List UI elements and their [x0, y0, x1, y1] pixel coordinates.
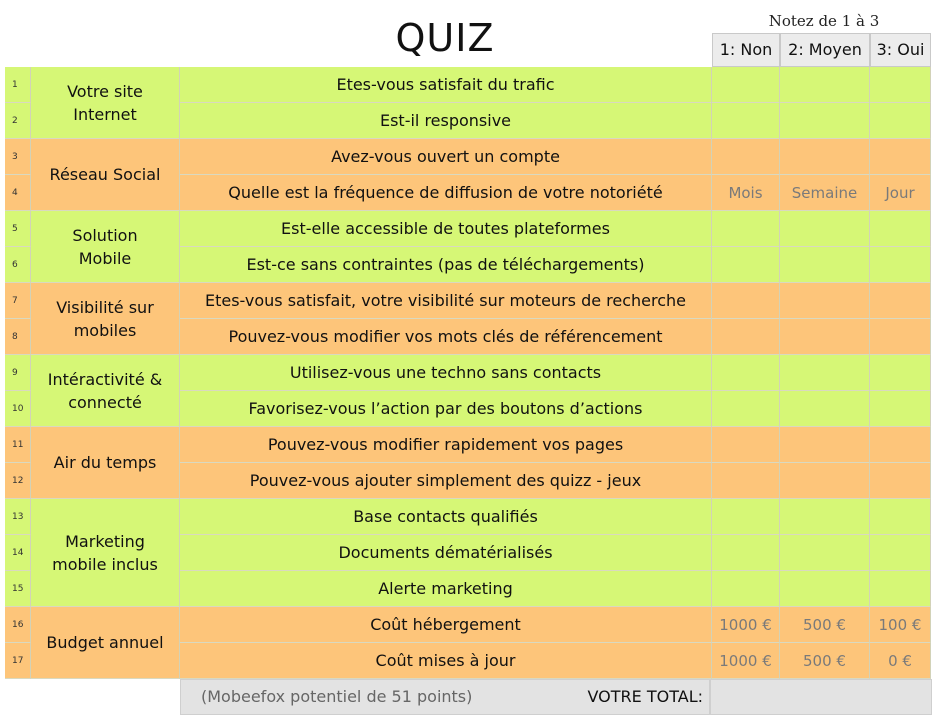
question-text: Alerte marketing [180, 571, 712, 607]
total-score-field[interactable] [710, 679, 932, 715]
category-label [31, 139, 180, 211]
answer-cell-moyen[interactable] [780, 211, 870, 247]
answer-cell-oui[interactable] [870, 283, 931, 319]
question-text: Pouvez-vous ajouter simplement des quizz - jeux [180, 463, 712, 499]
answer-cell-moyen[interactable] [780, 283, 870, 319]
category-label [31, 67, 180, 139]
category-label-text: Réseau Social [49, 165, 161, 184]
answer-cell-moyen[interactable]: 500 € [780, 643, 870, 679]
category-label-text: Budget annuel [46, 633, 164, 652]
question-text: Coût mises à jour [180, 643, 712, 679]
row-number: 14 [5, 535, 31, 571]
answer-cell-non[interactable] [712, 139, 780, 175]
row-number: 10 [5, 391, 31, 427]
question-text: Quelle est la fréquence de diffusion de votre notoriété [180, 175, 712, 211]
question-text: Etes-vous satisfait, votre visibilité sur moteurs de recherche [180, 283, 712, 319]
answer-cell-non[interactable] [712, 499, 780, 535]
question-text: Documents dématérialisés [180, 535, 712, 571]
question-text: Est-elle accessible de toutes plateformes [180, 211, 712, 247]
row-number: 5 [5, 211, 31, 247]
answer-cell-moyen[interactable] [780, 535, 870, 571]
row-number: 13 [5, 499, 31, 535]
row-number: 16 [5, 607, 31, 643]
question-text: Avez-vous ouvert un compte [180, 139, 712, 175]
row-number: 15 [5, 571, 31, 607]
answer-cell-oui[interactable] [870, 319, 931, 355]
answer-cell-oui[interactable] [870, 247, 931, 283]
question-text: Utilisez-vous une techno sans contacts [180, 355, 712, 391]
answer-cell-oui[interactable] [870, 211, 931, 247]
question-text: Pouvez-vous modifier rapidement vos pages [180, 427, 712, 463]
answer-cell-moyen[interactable] [780, 103, 870, 139]
question-text: Coût hébergement [180, 607, 712, 643]
row-number: 12 [5, 463, 31, 499]
answer-cell-oui[interactable]: 100 € [870, 607, 931, 643]
row-number: 17 [5, 643, 31, 679]
row-number: 2 [5, 103, 31, 139]
answer-cell-oui[interactable] [870, 355, 931, 391]
answer-cell-moyen[interactable] [780, 67, 870, 103]
question-text: Pouvez-vous modifier vos mots clés de référencement [180, 319, 712, 355]
category-label-text: Visibilité sur mobiles [56, 297, 154, 340]
category-label [31, 607, 180, 679]
category-label [31, 211, 180, 283]
question-text: Est-il responsive [180, 103, 712, 139]
answer-cell-non[interactable] [712, 463, 780, 499]
row-number: 4 [5, 175, 31, 211]
answer-cell-moyen[interactable]: Semaine [780, 175, 870, 211]
category-label [31, 499, 180, 607]
answer-cell-moyen[interactable] [780, 139, 870, 175]
answer-cell-non[interactable]: 1000 € [712, 607, 780, 643]
answer-cell-moyen[interactable]: 500 € [780, 607, 870, 643]
category-label [31, 427, 180, 499]
row-number: 7 [5, 283, 31, 319]
row-number: 1 [5, 67, 31, 103]
category-label-text: Solution Mobile [72, 225, 138, 268]
answer-cell-moyen[interactable] [780, 427, 870, 463]
answer-cell-oui[interactable]: Jour [870, 175, 931, 211]
answer-cell-moyen[interactable] [780, 463, 870, 499]
row-number: 6 [5, 247, 31, 283]
question-text: Base contacts qualifiés [180, 499, 712, 535]
total-label: VOTRE TOTAL: [587, 687, 703, 706]
header-non: 1: Non [712, 33, 780, 67]
answer-cell-non[interactable] [712, 103, 780, 139]
answer-cell-oui[interactable] [870, 391, 931, 427]
answer-cell-oui[interactable] [870, 463, 931, 499]
question-text: Favorisez-vous l’action par des boutons d’actions [180, 391, 712, 427]
row-number: 8 [5, 319, 31, 355]
row-number: 9 [5, 355, 31, 391]
answer-cell-non[interactable]: Mois [712, 175, 780, 211]
answer-cell-moyen[interactable] [780, 319, 870, 355]
answer-cell-non[interactable] [712, 319, 780, 355]
answer-cell-non[interactable] [712, 247, 780, 283]
quiz-table [5, 67, 931, 679]
answer-cell-oui[interactable] [870, 499, 931, 535]
answer-cell-non[interactable] [712, 427, 780, 463]
header-moyen: 2: Moyen [780, 33, 870, 67]
header-oui: 3: Oui [870, 33, 931, 67]
answer-cell-oui[interactable] [870, 535, 931, 571]
potential-points-note: (Mobeefox potentiel de 51 points) [201, 687, 473, 706]
footer-spacer [5, 679, 180, 715]
quiz-title: QUIZ [395, 16, 495, 60]
answer-cell-oui[interactable] [870, 103, 931, 139]
row-number: 3 [5, 139, 31, 175]
answer-cell-non[interactable] [712, 355, 780, 391]
answer-cell-non[interactable] [712, 283, 780, 319]
category-label [31, 283, 180, 355]
category-label-text: Marketing mobile inclus [52, 531, 158, 574]
answer-cell-oui[interactable] [870, 139, 931, 175]
answer-cell-moyen[interactable] [780, 499, 870, 535]
footer-label-cell [180, 679, 710, 715]
answer-cell-non[interactable] [712, 571, 780, 607]
answer-cell-moyen[interactable] [780, 247, 870, 283]
answer-cell-non[interactable] [712, 535, 780, 571]
category-label [31, 355, 180, 427]
question-text: Est-ce sans contraintes (pas de téléchargements) [180, 247, 712, 283]
category-label-text: Votre site Internet [67, 81, 143, 124]
answer-cell-moyen[interactable] [780, 391, 870, 427]
answer-cell-moyen[interactable] [780, 571, 870, 607]
rating-instruction: Notez de 1 à 3 [768, 12, 880, 30]
row-number: 11 [5, 427, 31, 463]
answer-cell-oui[interactable] [870, 571, 931, 607]
answer-cell-non[interactable] [712, 391, 780, 427]
answer-cell-non[interactable]: 1000 € [712, 643, 780, 679]
category-label-text: Intéractivité & connecté [47, 369, 163, 412]
question-text: Etes-vous satisfait du trafic [180, 67, 712, 103]
answer-cell-oui[interactable] [870, 67, 931, 103]
answer-cell-oui[interactable] [870, 427, 931, 463]
category-label-text: Air du temps [53, 453, 157, 472]
answer-cell-non[interactable] [712, 67, 780, 103]
answer-cell-moyen[interactable] [780, 355, 870, 391]
answer-cell-non[interactable] [712, 211, 780, 247]
answer-cell-oui[interactable]: 0 € [870, 643, 931, 679]
